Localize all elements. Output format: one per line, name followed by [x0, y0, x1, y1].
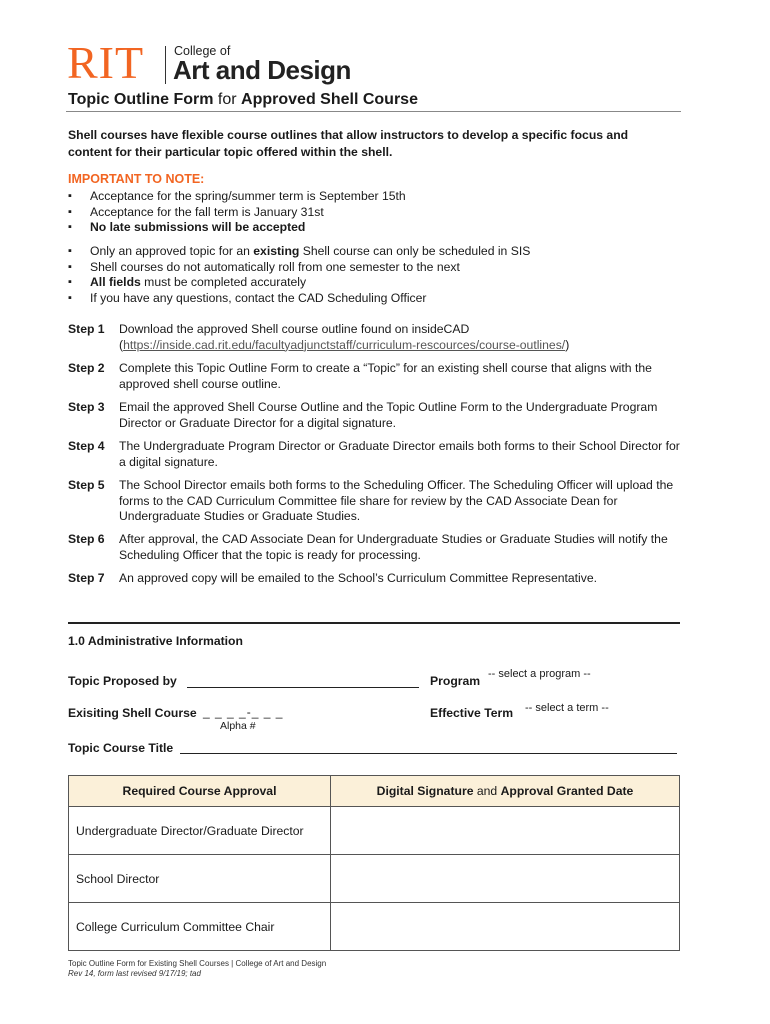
list-item: ▪ Acceptance for the spring/summer term is September 15th [68, 189, 406, 205]
step-7 [68, 571, 688, 587]
approval-table [68, 775, 680, 951]
important-heading: IMPORTANT TO NOTE: [68, 172, 205, 186]
effective-term-select[interactable]: -- select a term -- [525, 702, 609, 714]
section-divider [68, 622, 680, 624]
step-text: Download the approved Shell course outline found on insideCAD [119, 322, 470, 336]
rules-list [68, 244, 530, 306]
step-3 [68, 400, 688, 431]
step-text: The School Director emails both forms to the Scheduling Officer. The Scheduling Officer will upload the forms to the CAD Curriculum Committee file share for review by the CAD Associate Dean for Undergraduate Studies or Graduate Studies. [119, 478, 674, 523]
title-divider [66, 111, 681, 112]
step-label: Step 2 [68, 361, 105, 375]
page-title: Topic Outline Form for Approved Shell Course [68, 91, 418, 108]
step-label: Step 7 [68, 571, 105, 585]
table-header-row [69, 776, 680, 807]
program-label: Program [430, 674, 481, 688]
topic-proposed-by-field[interactable] [187, 671, 419, 688]
col-signature-date: Digital Signature and Approval Granted Date [331, 776, 680, 807]
deadline-list [68, 189, 406, 236]
step-text: Email the approved Shell Course Outline and the Topic Outline Form to the Undergraduate Program Director or Graduate Director for a digital signature. [119, 400, 658, 430]
signature-cell[interactable] [331, 903, 680, 951]
step-6 [68, 532, 688, 563]
step-text: Complete this Topic Outline Form to create a “Topic” for an existing shell course that aligns with the approved shell course outline. [119, 361, 652, 391]
step-1: Step 1 Download the approved Shell course outline found on insideCAD (https://inside.cad.rit.edu/facultyadjunctstaff/curriculum-rescources/course-outlines/) [68, 322, 570, 352]
rit-logo: RIT [67, 37, 145, 88]
program-select[interactable]: -- select a program -- [488, 668, 591, 680]
col-required-approval: Required Course Approval [69, 776, 331, 807]
step-label: Step 6 [68, 532, 105, 546]
logo-college-of: College of [174, 44, 231, 58]
step-label: Step 3 [68, 400, 105, 414]
approval-role: Undergraduate Director/Graduate Director [69, 807, 331, 855]
existing-shell-label: Exisiting Shell Course [68, 706, 197, 720]
footer [68, 959, 326, 979]
step-5 [68, 478, 688, 525]
step-text: An approved copy will be emailed to the School’s Curriculum Committee Representative. [119, 571, 598, 585]
alpha-hint: Alpha # [220, 720, 256, 732]
section-heading: 1.0 Administrative Information [68, 634, 243, 648]
topic-title-label: Topic Course Title [68, 741, 174, 755]
topic-proposed-by-label: Topic Proposed by [68, 674, 177, 688]
step-text: The Undergraduate Program Director or Graduate Director emails both forms to their School Director for a digital signature. [119, 439, 680, 469]
effective-term-label: Effective Term [430, 706, 514, 720]
list-item: ▪ All fields must be completed accurately [68, 275, 530, 291]
footer-line-2: Rev 14, form last revised 9/17/19; tad [68, 969, 201, 978]
list-item: ▪ If you have any questions, contact the CAD Scheduling Officer [68, 291, 530, 307]
footer-line-1: Topic Outline Form for Existing Shell Courses | College of Art and Design [68, 959, 327, 968]
step-label: Step 4 [68, 439, 105, 453]
approval-role: College Curriculum Committee Chair [69, 903, 331, 951]
intro-text: Shell courses have flexible course outlines that allow instructors to develop a specific focus and content for their particular topic offered within the shell. [68, 128, 629, 159]
topic-title-field[interactable] [180, 738, 677, 754]
list-item: ▪ No late submissions will be accepted [68, 220, 406, 236]
table-row [69, 807, 680, 855]
step-label: Step 5 [68, 478, 105, 492]
list-item: ▪ Shell courses do not automatically roll from one semester to the next [68, 260, 530, 276]
step-text: After approval, the CAD Associate Dean for Undergraduate Studies or Graduate Studies will notify the Scheduling Officer that the topic is ready for processing. [119, 532, 668, 562]
logo-divider [165, 46, 166, 84]
list-item: ▪ Only an approved topic for an existing Shell course can only be scheduled in SIS [68, 244, 530, 260]
table-row [69, 903, 680, 951]
existing-shell-field[interactable]: _ _ _ _-_ _ _ [203, 705, 284, 719]
table-row [69, 855, 680, 903]
step-4 [68, 439, 688, 470]
signature-cell[interactable] [331, 855, 680, 903]
signature-cell[interactable] [331, 807, 680, 855]
approval-role: School Director [69, 855, 331, 903]
step-2 [68, 361, 688, 392]
course-outlines-link[interactable]: https://inside.cad.rit.edu/facultyadjunctstaff/curriculum-rescources/course-outlines/ [123, 337, 566, 352]
list-item: ▪ Acceptance for the fall term is January 31st [68, 205, 406, 221]
logo-art-and-design: Art and Design [173, 55, 351, 85]
step-label: Step 1 [68, 322, 105, 336]
